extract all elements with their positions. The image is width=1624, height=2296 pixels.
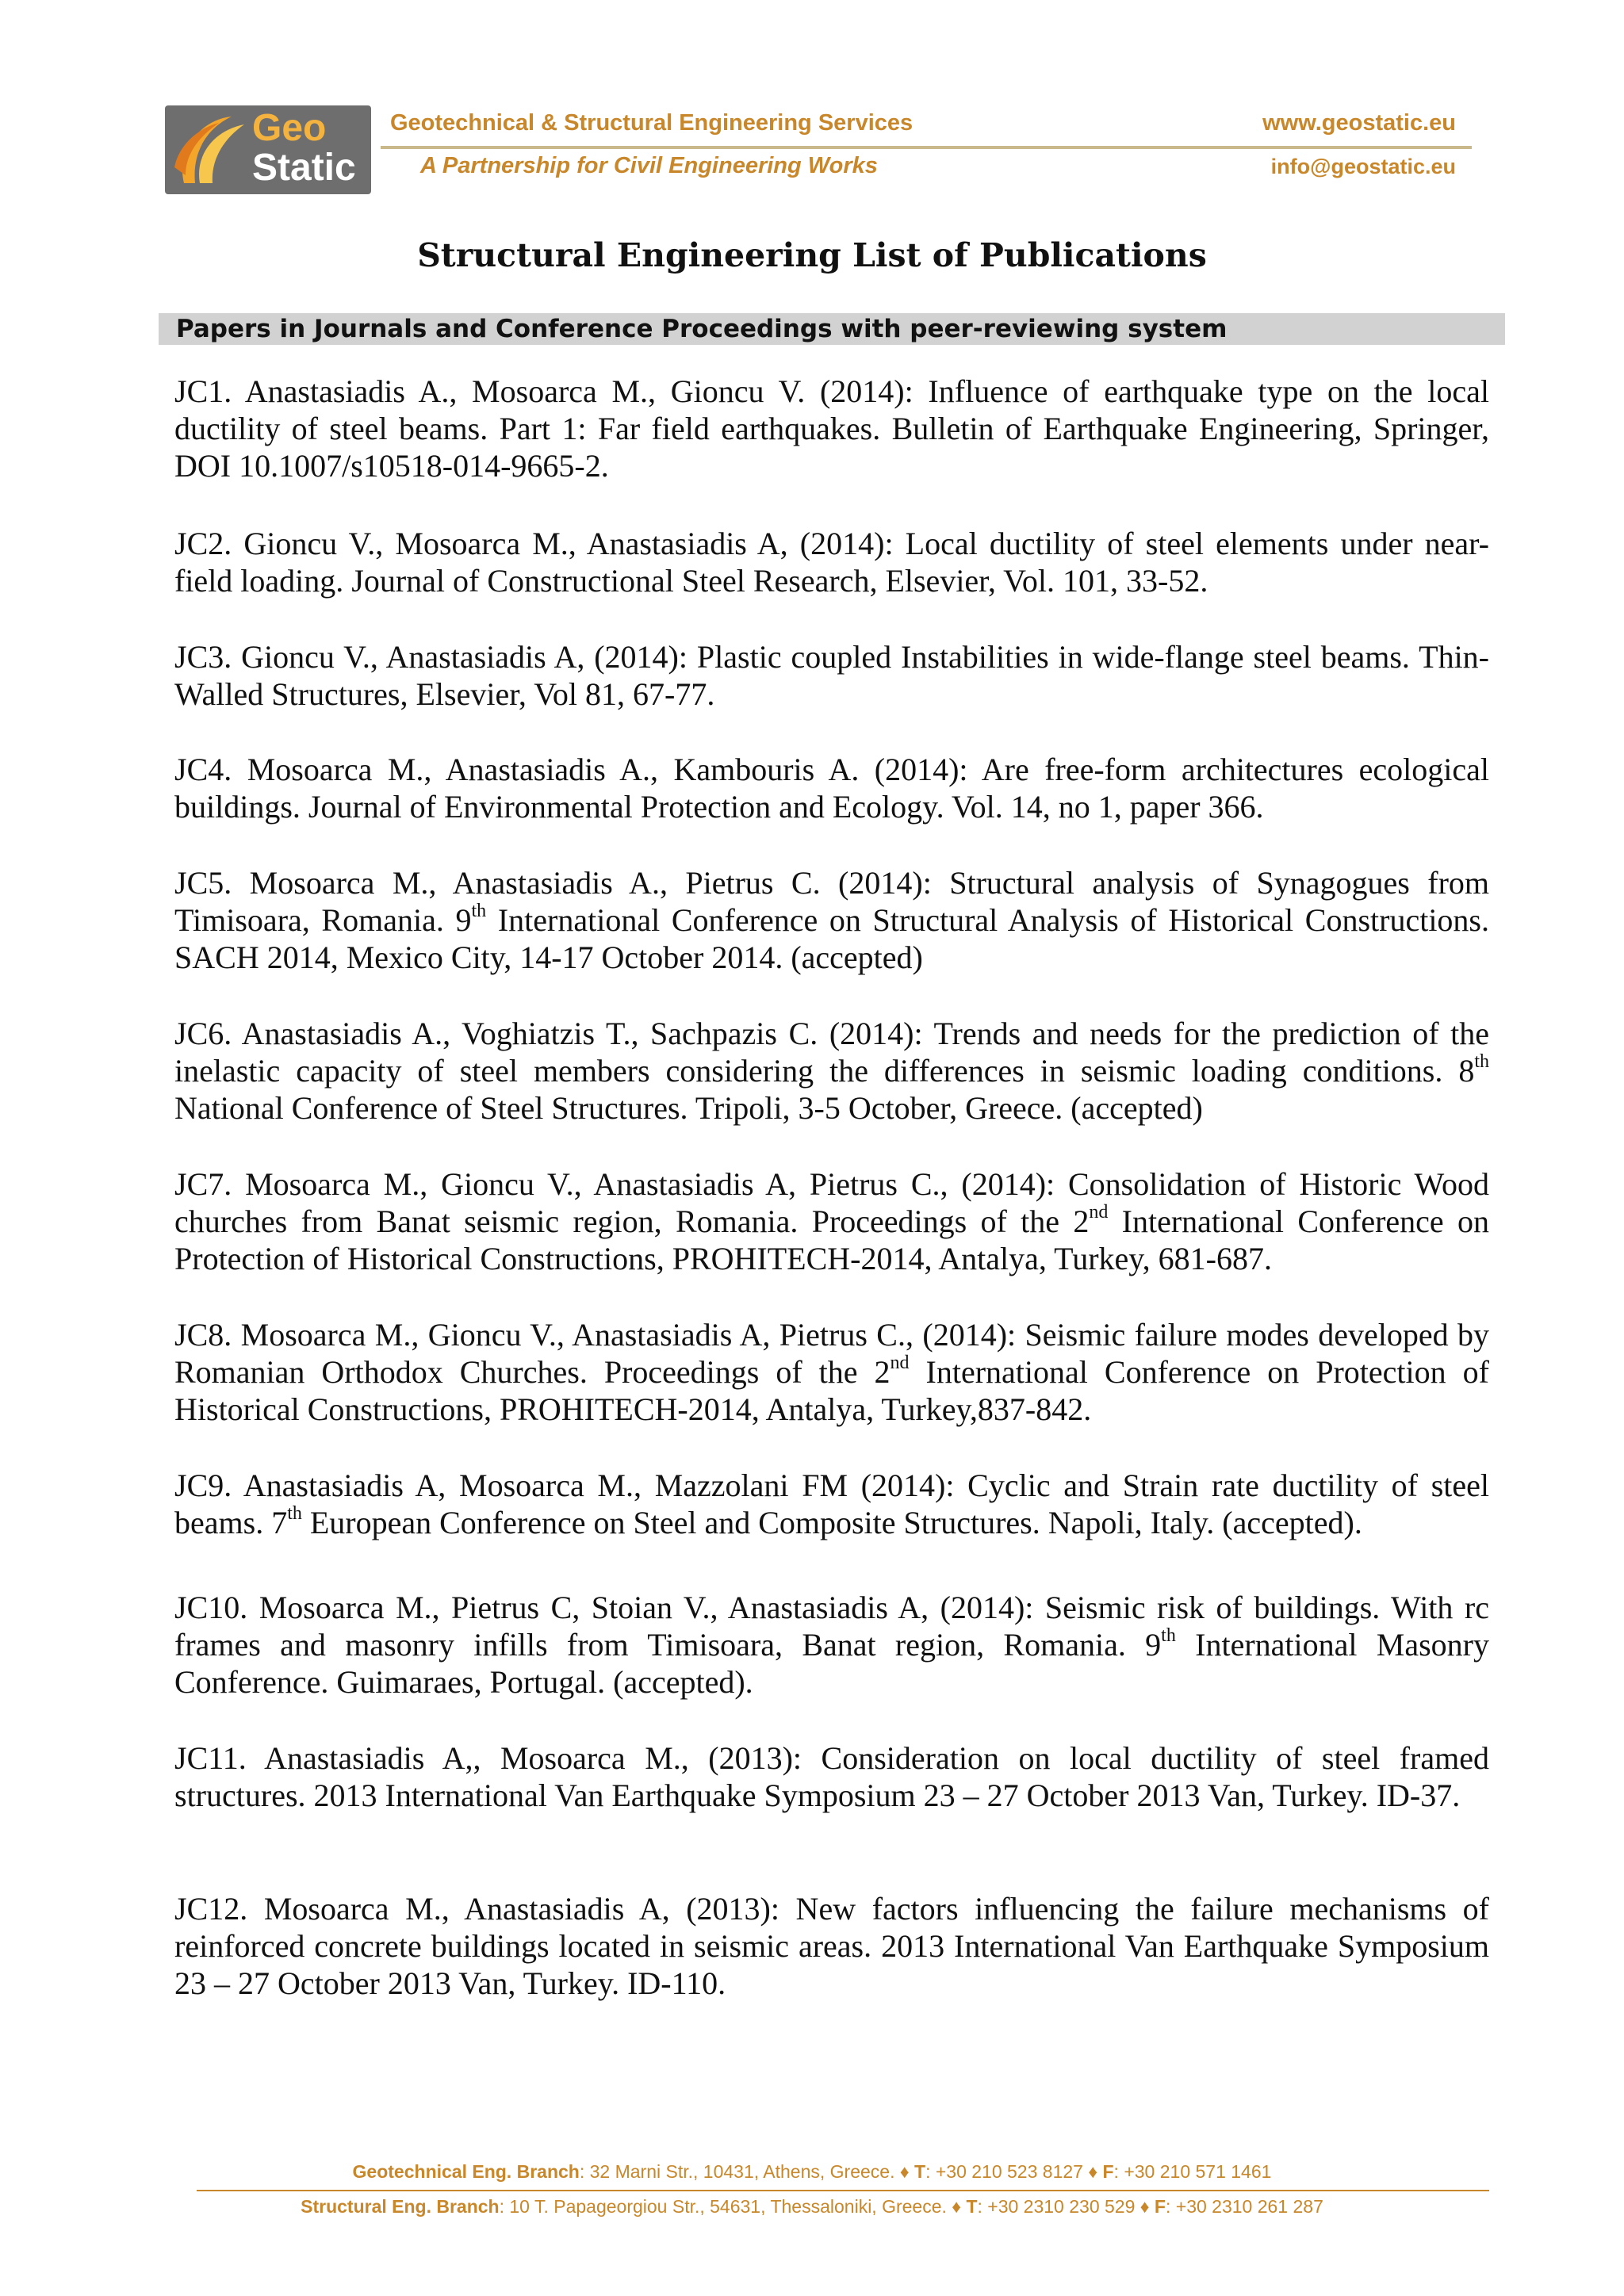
publication-entry-jc4: JC4. Mosoarca M., Anastasiadis A., Kambouris A. (2014): Are free-form architectures ecological buildings. Journal of Environmental Protection and Ecology. Vol. 14, no 1, paper 366. — [174, 752, 1489, 825]
logo-word-static: Static — [252, 147, 356, 189]
publication-entry-jc10: JC10. Mosoarca M., Pietrus C, Stoian V., Anastasiadis A, (2014): Seismic risk of buildings. With rc frames and masonry infills from Timisoara, Banat region, Romania. 9th International Masonry Conference. Guimaraes, Portugal. (accepted). — [174, 1590, 1490, 1700]
publication-entry-jc1: JC1. Anastasiadis A., Mosoarca M., Gioncu V. (2014): Influence of earthquake type on the local ductility of steel beams. Part 1: Far field earthquakes. Bulletin of Earthquake Engineering, Springer, DOI 10.1007/s10518-014-9665-2. — [174, 373, 1489, 484]
geostatic-logo — [165, 105, 371, 194]
header-tagline: A Partnership for Civil Engineering Works — [420, 153, 878, 178]
publication-entry-jc5: JC5. Mosoarca M., Anastasiadis A., Pietrus C. (2014): Structural analysis of Synagogues from Timisoara, Romania. 9th International Conference on Structural Analysis of Historical Constructions. SACH 2014, Mexico City, 14-17 October 2014. (accepted) — [174, 865, 1489, 975]
publication-entry-jc2: JC2. Gioncu V., Mosoarca M., Anastasiadis A, (2014): Local ductility of steel elements under near-field loading. Journal of Constructional Steel Research, Elsevier, Vol. 101, 33-52. — [174, 526, 1489, 599]
footer-divider — [197, 2190, 1489, 2191]
section-heading: Papers in Journals and Conference Proceedings with peer-reviewing system — [176, 315, 1228, 343]
footer-geotechnical-branch: Geotechnical Eng. Branch: 32 Marni Str., 10431, Athens, Greece. ♦ T: +30 210 523 8127 ♦ F: +30 210 571 1461 — [352, 2161, 1272, 2182]
publication-entry-jc7: JC7. Mosoarca M., Gioncu V., Anastasiadis A, Pietrus C., (2014): Consolidation of Historic Wood churches from Banat seismic region, Romania. Proceedings of the 2nd International Conference on Protection of Historical Constructions, PROHITECH-2014, Antalya, Turkey, 681-687. — [174, 1166, 1489, 1276]
logo-word-geo: Geo — [252, 107, 327, 149]
publication-entry-jc8: JC8. Mosoarca M., Gioncu V., Anastasiadis A, Pietrus C., (2014): Seismic failure modes developed by Romanian Orthodox Churches. Proceedings of the 2nd International Conference on Protection of Historical Constructions, PROHITECH-2014, Antalya, Turkey,837-842. — [174, 1317, 1489, 1427]
header-divider — [381, 146, 1472, 149]
publication-entry-jc11: JC11. Anastasiadis A,, Mosoarca M., (2013): Consideration on local ductility of steel framed structures. 2013 International Van Earthquake Symposium 23 – 27 October 2013 Van, Turkey. ID-37. — [174, 1740, 1489, 1813]
header-email-link[interactable]: info@geostatic.eu — [1270, 155, 1456, 178]
header-website-link[interactable]: www.geostatic.eu — [1262, 110, 1456, 136]
logo-swirl-icon — [168, 112, 251, 188]
publication-entry-jc12: JC12. Mosoarca M., Anastasiadis A, (2013): New factors influencing the failure mechanisms of reinforced concrete buildings located in seismic areas. 2013 International Van Earthquake Symposium 23 – 27 October 2013 Van, Turkey. ID-110. — [174, 1891, 1489, 2001]
publication-entry-jc3: JC3. Gioncu V., Anastasiadis A, (2014): Plastic coupled Instabilities in wide-flange steel beams. Thin-Walled Structures, Elsevier, Vol 81, 67-77. — [174, 639, 1489, 712]
page-title: Structural Engineering List of Publications — [417, 236, 1207, 274]
publication-entry-jc6: JC6. Anastasiadis A., Voghiatzis T., Sachpazis C. (2014): Trends and needs for the prediction of the inelastic capacity of steel members considering the differences in seismic loading conditions. 8th National Conference of Steel Structures. Tripoli, 3-5 October, Greece. (accepted) — [174, 1016, 1489, 1126]
header-company-name: Geotechnical & Structural Engineering Services — [390, 110, 914, 136]
footer-structural-branch: Structural Eng. Branch: 10 T. Papageorgiou Str., 54631, Thessaloniki, Greece. ♦ T: +30 2310 230 529 ♦ F: +30 2310 261 287 — [301, 2196, 1323, 2217]
publication-entry-jc9: JC9. Anastasiadis A, Mosoarca M., Mazzolani FM (2014): Cyclic and Strain rate ductility of steel beams. 7th European Conference on Steel and Composite Structures. Napoli, Italy. (accepted). — [174, 1468, 1489, 1540]
